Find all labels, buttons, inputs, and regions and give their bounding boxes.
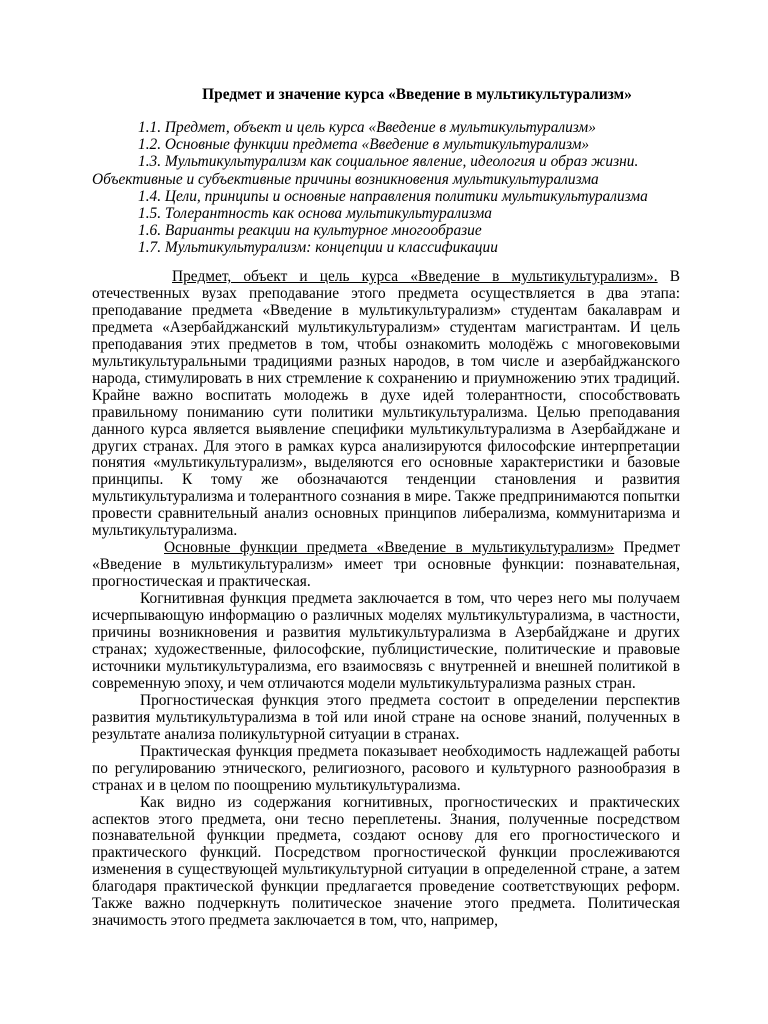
paragraph-functions (92, 540, 680, 591)
document-title: Предмет и значение курса «Введение в мультикультурализм» (202, 86, 632, 103)
toc-item: 1.3. Мультикультурализм как социальное явление, идеология и образ жизни. Объективные и субъективные причины возникновения мультикультурализма (92, 153, 639, 188)
paragraph-text: Предмет «Введение в мультикультурализм» имеет три основные функции: познавательная, прогностическая и практическая. (92, 539, 680, 591)
section-heading-underline (92, 539, 614, 556)
paragraph-conclusion: Как видно из содержания когнитивных, прогностических и практических аспектов этого предмета, они тесно переплетены. Знания, полученные посредством познавательной функции предмета, создают основу для его прогностического и практического функций. Посредством прогностической функции прослеживаются изменения в существующей мультикультурной ситуации в определенной стране, а затем благодаря практической функции предлагается проведение соответствующих реформ. Также важно подчеркнуть политическое значение этого предмета. Политическая значимость этого предмета заключается в том, что, например, (92, 793, 680, 930)
paragraph-subject (92, 269, 680, 540)
toc-item: 1.2. Основные функции предмета «Введение в мультикультурализм» (138, 136, 590, 154)
toc-item: 1.5. Толерантность как основа мультикультурализма (138, 205, 492, 223)
document-body (92, 269, 680, 930)
toc-item: 1.7. Мультикультурализм: концепции и классификации (138, 239, 498, 257)
section-heading-subject: Предмет, объект и цель курса «Введение в мультикультурализм». (172, 268, 658, 285)
paragraph-text: В отечественных вузах преподавание этого предмета осуществляется в два этапа: преподавание предмета «Введение в мультикультурализм» студентам бакалаврам и предмета «Азербайджанский мультикультурализм» студентам магистрантам. И цель преподавания этих предметов в том, чтобы ознакомить молодёжь с многовековыми мультикультуральными традициями разных народов, в том числе и азербайджанского народа, стимулировать в них стремление к сохранению и приумножению этих традиций. Крайне важно воспитать молодежь в духе идей толерантности, способствовать правильному пониманию сути политики мультикультурализма. Целью преподавания данного курса является выявление специфики мультикультурализма в Азербайджане и других странах. Для этого в рамках курса анализируются философские интерпретации понятия «мультикультурализм», выделяются его основные характеристики и базовые принципы. К тому же обозначаются тенденции становления и развития мультикультурализма и толерантного сознания в мире. Также предпринимаются попытки провести сравнительный анализ основных принципов либерализма, коммунитаризма и мультикультурализма. (92, 268, 680, 540)
toc-item: 1.6. Варианты реакции на культурное многообразие (138, 222, 482, 240)
table-of-contents (92, 119, 680, 257)
paragraph-cognitive: Когнитивная функция предмета заключается в том, что через него мы получаем исчерпывающую информацию о различных моделях мультикультурализма, в частности, причины возникновения и развития мультикультурализма в Азербайджане и других странах; художественные, философские, публицистические, политические и правовые источники мультикультурализма, его взаимосвязь с внутренней и внешней политикой в современную эпоху, и чем отличаются модели мультикультурализма разных стран. (92, 590, 680, 692)
paragraph-prognostic: Прогностическая функция этого предмета состоит в определении перспектив развития мультикультурализма в той или иной стране на основе знаний, полученных в результате анализа поликультурной ситуации в странах. (92, 691, 680, 743)
section-heading-functions: Основные функции предмета «Введение в мультикультурализм» (164, 539, 615, 557)
paragraph-practical: Практическая функция предмета показывает необходимость надлежащей работы по регулированию этнического, религиозного, расового и культурного разнообразия в странах и в целом по поощрению мультикультурализма. (92, 742, 680, 794)
toc-item: 1.1. Предмет, объект и цель курса «Введение в мультикультурализм» (138, 119, 596, 136)
toc-item: 1.4. Цели, принципы и основные направления политики мультикультурализма (138, 187, 648, 205)
section-heading-underline (92, 268, 658, 285)
